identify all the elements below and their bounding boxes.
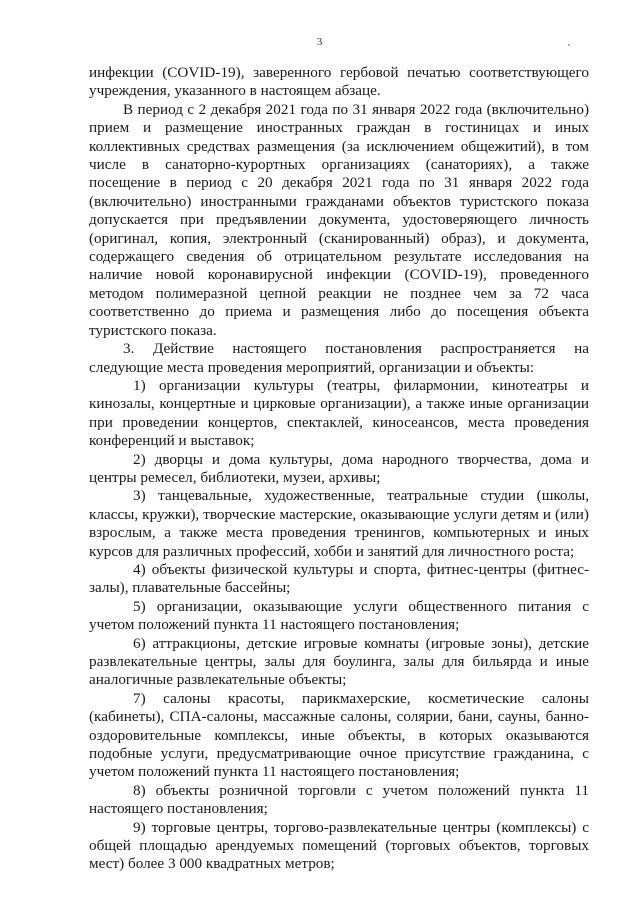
list-item-5: 5) организации, оказывающие услуги общественного питания с учетом положений пункта 11 настоящего постановления;: [89, 597, 589, 634]
scan-artifact-dot: [568, 44, 570, 46]
page-number: 3: [316, 36, 323, 48]
document-body: [89, 64, 589, 874]
list-item-6: 6) аттракционы, детские игровые комнаты (игровые зоны), детские развлекательные центры, залы для боулинга, залы для бильярда и иные аналогичные развлекательные объекты;: [89, 634, 589, 689]
list-item-8: 8) объекты розничной торговли с учетом положений пункта 11 настоящего постановления;: [89, 781, 589, 818]
list-item-4: 4) объекты физической культуры и спорта, фитнес-центры (фитнес-залы), плавательные бассейны;: [89, 560, 589, 597]
list-item-3: 3) танцевальные, художественные, театральные студии (школы, классы, кружки), творческие мастерские, оказывающие услуги детям и (или) взрослым, а также места проведения тренингов, компьютерных и иных курсов для различных профессий, хобби и занятий для личностного роста;: [89, 487, 589, 560]
list-item-2: 2) дворцы и дома культуры, дома народного творчества, дома и центры ремесел, библиотеки, музеи, архивы;: [89, 450, 589, 486]
paragraph-section-3: 3. Действие настоящего постановления распространяется на следующие места проведения мероприятий, организации и объекты:: [89, 340, 589, 376]
list-item-1: 1) организации культуры (театры, филармонии, кинотеатры и кинозалы, концертные и цирковые организации), а также иные организации при проведении концертов, спектаклей, киносеансов, места проведения конференций и выставок;: [89, 376, 589, 450]
list-item-9: 9) торговые центры, торгово-развлекательные центры (комплексы) с общей площадью арендуемых помещений (торговых объектов, торговых мест) более 3 000 квадратных метров;: [89, 818, 589, 873]
paragraph-continuation: инфекции (COVID-19), заверенного гербовой печатью соответствующего учреждения, указанного в настоящем абзаце.: [89, 64, 589, 100]
paragraph-foreign-guests: В период с 2 декабря 2021 года по 31 января 2022 года (включительно) прием и размещение иностранных граждан в гостиницах и иных коллективных средствах размещения (за исключением общежитий), в том числе в санаторно-курортных организациях (санаториях), а также посещение в период с 20 декабря 2021 года по 31 января 2022 года (включительно) иностранными гражданами объектов туристского показа допускается при предъявлении документа, удостоверяющего личность (оригинал, копия, электронный (сканированный) образ), и документа, содержащего сведения об отрицательном результате исследования на наличие новой коронавирусной инфекции (COVID-19), проведенного методом полимеразной цепной реакции не позднее чем за 72 часа соответственно до приема и размещения либо до посещения объекта туристского показа.: [89, 100, 589, 339]
list-item-7: 7) салоны красоты, парикмахерские, косметические салоны (кабинеты), СПА-салоны, массажные салоны, солярии, бани, сауны, банно-оздоровительные комплексы, иные объекты, в которых оказываются подобные услуги, предусматривающие очное присутствие гражданина, с учетом положений пункта 11 настоящего постановления;: [89, 689, 589, 781]
